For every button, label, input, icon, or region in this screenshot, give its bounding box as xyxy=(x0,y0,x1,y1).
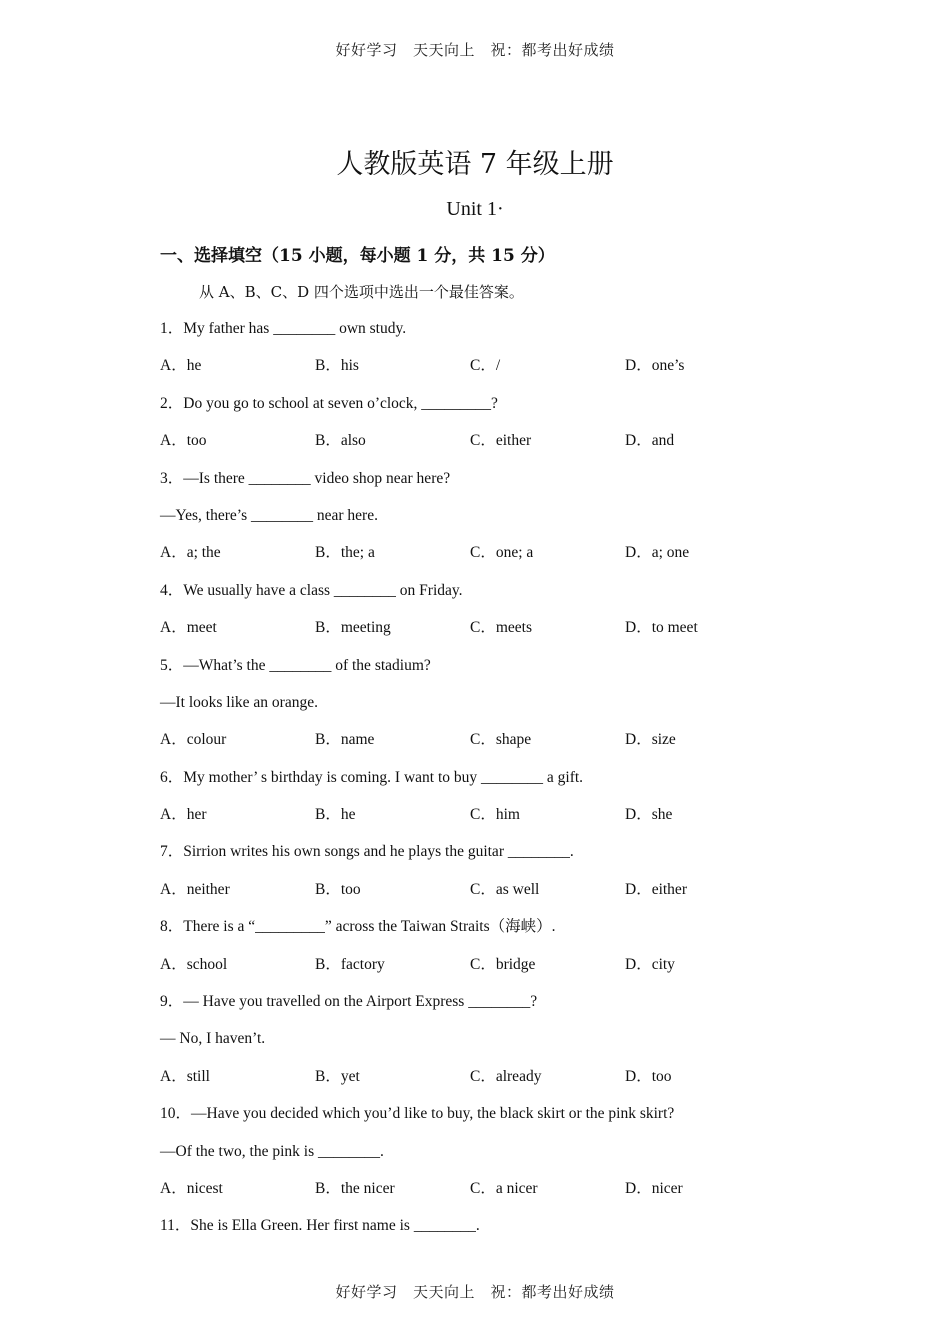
answer-options xyxy=(160,609,780,646)
page-header: 好好学习 天天向上 祝：都考出好成绩 xyxy=(335,41,615,59)
question-stem: 10．—Have you decided which you’d like to buy, the black skirt or the pink skirt? xyxy=(160,1105,675,1123)
answer-option-d: D．city xyxy=(625,955,675,973)
answer-option-c: C．meets xyxy=(470,619,532,637)
question-item xyxy=(160,1207,780,1244)
answer-option-b: B．too xyxy=(315,880,361,898)
question-item xyxy=(160,908,780,983)
answer-options xyxy=(160,534,780,571)
unit-subtitle: Unit 1· xyxy=(446,198,504,220)
question-item xyxy=(160,647,780,759)
answer-option-d: D．to meet xyxy=(625,619,698,637)
answer-option-b: B．the; a xyxy=(315,544,375,562)
answer-option-a: A．still xyxy=(160,1067,210,1085)
answer-options xyxy=(160,721,780,758)
answer-option-d: D．either xyxy=(625,880,687,898)
instruction-text: 从 A、B、C、D 四个选项中选出一个最佳答案。 xyxy=(199,283,524,301)
document-title: 人教版英语 7 年级上册 xyxy=(336,149,614,180)
question-stem: 5．—What’s the ________ of the stadium? xyxy=(160,656,431,674)
answer-option-c: C．already xyxy=(470,1067,542,1085)
answer-option-a: A．her xyxy=(160,806,207,824)
answer-option-b: B．meeting xyxy=(315,619,391,637)
question-item xyxy=(160,759,780,834)
question-stem: 1．My father has ________ own study. xyxy=(160,320,407,337)
question-item xyxy=(160,983,780,1095)
question-dialogue-line: —Of the two, the pink is ________. xyxy=(160,1142,384,1160)
answer-option-d: D．she xyxy=(625,806,673,824)
answer-option-d: D．too xyxy=(625,1067,672,1085)
question-item xyxy=(160,1095,780,1207)
question-list xyxy=(160,310,780,1245)
answer-option-c: C．either xyxy=(470,432,532,450)
answer-options xyxy=(160,1058,780,1095)
answer-option-a: A．he xyxy=(160,357,202,375)
answer-option-d: D．one’s xyxy=(625,357,685,375)
answer-option-b: B．he xyxy=(315,806,356,824)
question-dialogue-line: —It looks like an orange. xyxy=(160,693,318,711)
question-stem: 9．— Have you travelled on the Airport Express ________? xyxy=(160,993,538,1011)
answer-options xyxy=(160,1170,780,1207)
answer-option-b: B．yet xyxy=(315,1067,360,1085)
answer-option-a: A．meet xyxy=(160,619,217,637)
answer-option-c: C．a nicer xyxy=(470,1179,538,1197)
answer-option-b: B．his xyxy=(315,357,359,375)
page-footer: 好好学习 天天向上 祝：都考出好成绩 xyxy=(335,1283,615,1301)
question-item xyxy=(160,385,780,460)
answer-options xyxy=(160,871,780,908)
answer-option-d: D．and xyxy=(625,432,675,450)
answer-option-c: C．him xyxy=(470,806,520,824)
answer-option-a: A．a; the xyxy=(160,544,221,562)
question-stem: 3．—Is there ________ video shop near here? xyxy=(160,469,451,487)
question-stem: 11．She is Ella Green. Her first name is ________. xyxy=(160,1217,480,1235)
answer-option-b: B．also xyxy=(315,432,366,450)
question-stem: 2．Do you go to school at seven o’clock, _________? xyxy=(160,394,498,412)
question-stem: 8．There is a “_________” across the Taiwan Straits（海峡）. xyxy=(160,918,556,936)
question-dialogue-line: — No, I haven’t. xyxy=(160,1030,266,1048)
answer-option-b: B．factory xyxy=(315,955,385,973)
question-stem: 4．We usually have a class ________ on Friday. xyxy=(160,581,463,599)
answer-option-a: A．neither xyxy=(160,880,230,898)
answer-option-c: C．as well xyxy=(470,880,540,898)
question-stem: 6．My mother’ s birthday is coming. I want to buy ________ a gift. xyxy=(160,768,584,786)
answer-option-b: B．name xyxy=(315,731,375,749)
section-heading: 一、选择填空（15 小题，每小题 1 分，共 15 分） xyxy=(160,246,555,266)
answer-option-d: D．size xyxy=(625,731,676,749)
answer-option-d: D．a; one xyxy=(625,544,690,562)
question-dialogue-line: —Yes, there’s ________ near here. xyxy=(160,506,378,524)
answer-option-c: C．shape xyxy=(470,731,532,749)
answer-option-a: A．too xyxy=(160,432,207,450)
answer-options xyxy=(160,347,780,384)
answer-options xyxy=(160,946,780,983)
answer-option-c: C．one; a xyxy=(470,544,534,562)
answer-option-c: C．bridge xyxy=(470,955,536,973)
answer-options xyxy=(160,422,780,459)
answer-option-c: C．/ xyxy=(470,357,501,375)
answer-option-d: D．nicer xyxy=(625,1179,683,1197)
answer-options xyxy=(160,796,780,833)
answer-option-b: B．the nicer xyxy=(315,1179,395,1197)
question-item xyxy=(160,460,780,572)
answer-option-a: A．school xyxy=(160,955,228,973)
answer-option-a: A．nicest xyxy=(160,1179,223,1197)
question-item xyxy=(160,572,780,647)
question-item xyxy=(160,310,780,385)
answer-option-a: A．colour xyxy=(160,731,227,749)
question-item xyxy=(160,833,780,908)
question-stem: 7．Sirrion writes his own songs and he plays the guitar ________. xyxy=(160,843,574,861)
